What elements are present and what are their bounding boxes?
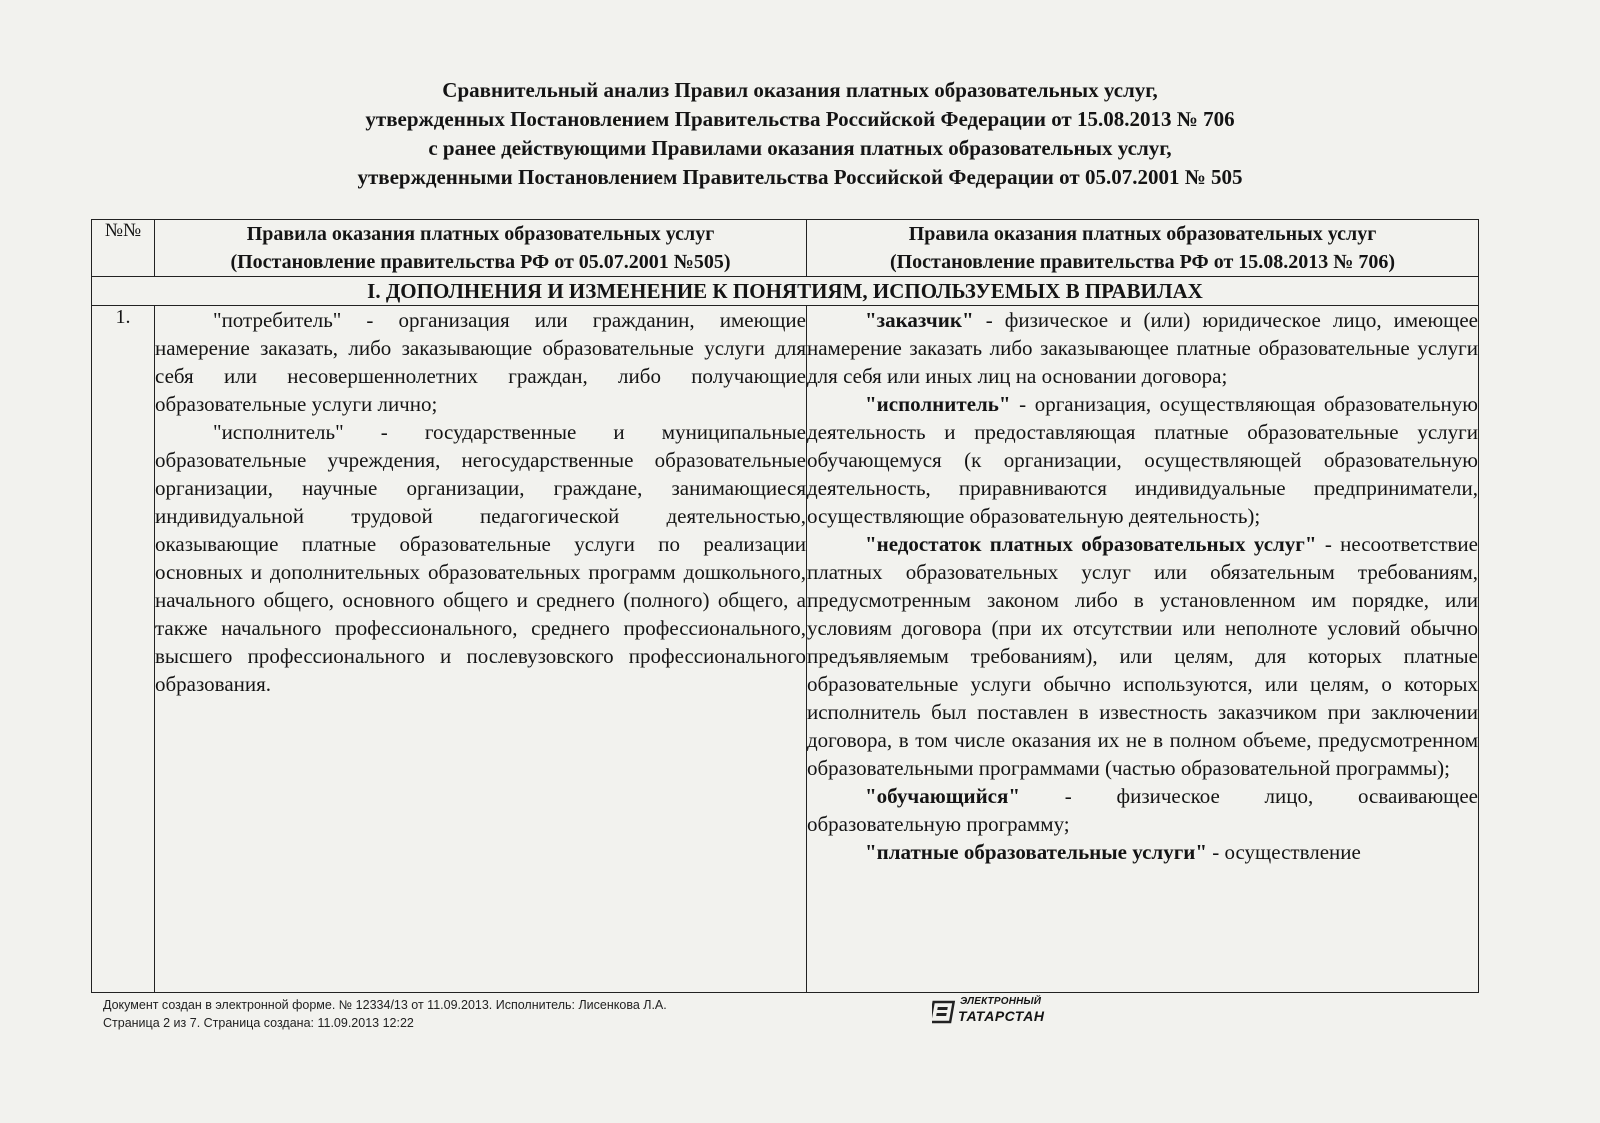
term-student: "обучающийся" [865,784,1021,808]
new-definition-paid-services [807,838,1478,866]
old-definition-executor: "исполнитель" - государственные и муниципальные образовательные учреждения, негосударственные образовательные организации, научные организации, граждане, занимающиеся индивидуальной трудовой педагогической деятельностью, оказывающие платные образовательные услуги по реализации основных и дополнительных образовательных программ дошкольного, начального общего, основного общего и среднего (полного) общего, а также начального профессионального, среднего профессионального, высшего профессионального и послевузовского профессионального образования. [155,420,806,696]
definition-text: - несоответствие платных образовательных услуг или обязательным требованиям, предусмотренным законом либо в установленном им порядке, или условиям договора (при их отсутствии или неполноте условий обычно предъявляемым требованиям), или целям, для которых платные образовательные услуги обычно используются, или целям, о которых исполнитель был поставлен в известность заказчиком при заключении договора, в том числе оказания их не в полном объеме, предусмотренном образовательными программами (частью образовательной программы); [807,532,1478,780]
section-row [92,277,1479,306]
term-customer: "заказчик" [865,308,974,332]
definition-text: - организация, осуществляющая образовательную деятельность и предоставляющая платные образовательные услуги обучающемуся (к организации, осуществляющей образовательную деятельность, приравниваются индивидуальные предприниматели, осуществляющие образовательную деятельность); [807,392,1478,528]
old-definition-consumer: "потребитель" - организация или гражданин, имеющие намерение заказать, либо заказывающие образовательные услуги для себя или несовершеннолетних граждан, либо получающие образовательные услуги лично; [155,308,806,416]
header-new-subtitle: (Постановление правительства РФ от 15.08.2013 № 706) [889,251,1396,273]
definition-text: - осуществление [1207,840,1361,864]
header-old-rules [155,220,807,277]
term-executor: "исполнитель" [865,392,1011,416]
page-title [180,76,1420,192]
new-definition-executor [807,390,1478,530]
new-definition-student [807,782,1478,838]
header-new-rules [807,220,1479,277]
header-new-title: Правила оказания платных образовательных услуг [908,223,1377,245]
row-number: 1. [92,306,155,993]
logo-text-top: ЭЛЕКТРОННЫЙ [960,996,1042,1007]
electronic-tatarstan-logo [932,996,1052,1030]
footer-document-info: Документ создан в электронной форме. № 12334/13 от 11.09.2013. Исполнитель: Лисенкова Л.А. [103,998,667,1012]
comparison-table [91,219,1479,993]
table-row [92,306,1479,993]
table-header-row [92,220,1479,277]
title-line: с ранее действующими Правилами оказания платных образовательных услуг, [428,136,1172,160]
new-definition-deficiency [807,530,1478,782]
logo-mark-icon [932,1000,958,1024]
header-old-subtitle: (Постановление правительства РФ от 05.07.2001 №505) [230,251,731,273]
term-paid-services: "платные образовательные услуги" [865,840,1207,864]
logo-text-bottom: ТАТАРСТАН [958,1008,1045,1024]
header-number: №№ [92,220,155,277]
new-rules-cell [807,306,1479,993]
definition-text: - физическое лицо, осваивающее образовательную программу; [807,784,1478,836]
footer-page-info: Страница 2 из 7. Страница создана: 11.09.2013 12:22 [103,1016,414,1030]
title-line: Сравнительный анализ Правил оказания платных образовательных услуг, [442,78,1158,102]
term-deficiency: "недостаток платных образовательных услуг" [865,532,1317,556]
title-line: утвержденных Постановлением Правительства Российской Федерации от 15.08.2013 № 706 [365,107,1235,131]
title-line: утвержденными Постановлением Правительства Российской Федерации от 05.07.2001 № 505 [357,165,1243,189]
new-definition-customer [807,306,1478,390]
header-old-title: Правила оказания платных образовательных услуг [246,223,715,245]
old-rules-cell [155,306,807,993]
document-footer [103,996,667,1032]
definition-text: - физическое и (или) юридическое лицо, имеющее намерение заказать либо заказывающее платные образовательные услуги для себя или иных лиц на основании договора; [807,308,1478,388]
section-heading: I. ДОПОЛНЕНИЯ И ИЗМЕНЕНИЕ К ПОНЯТИЯМ, ИСПОЛЬЗУЕМЫХ В ПРАВИЛАХ [92,277,1479,306]
